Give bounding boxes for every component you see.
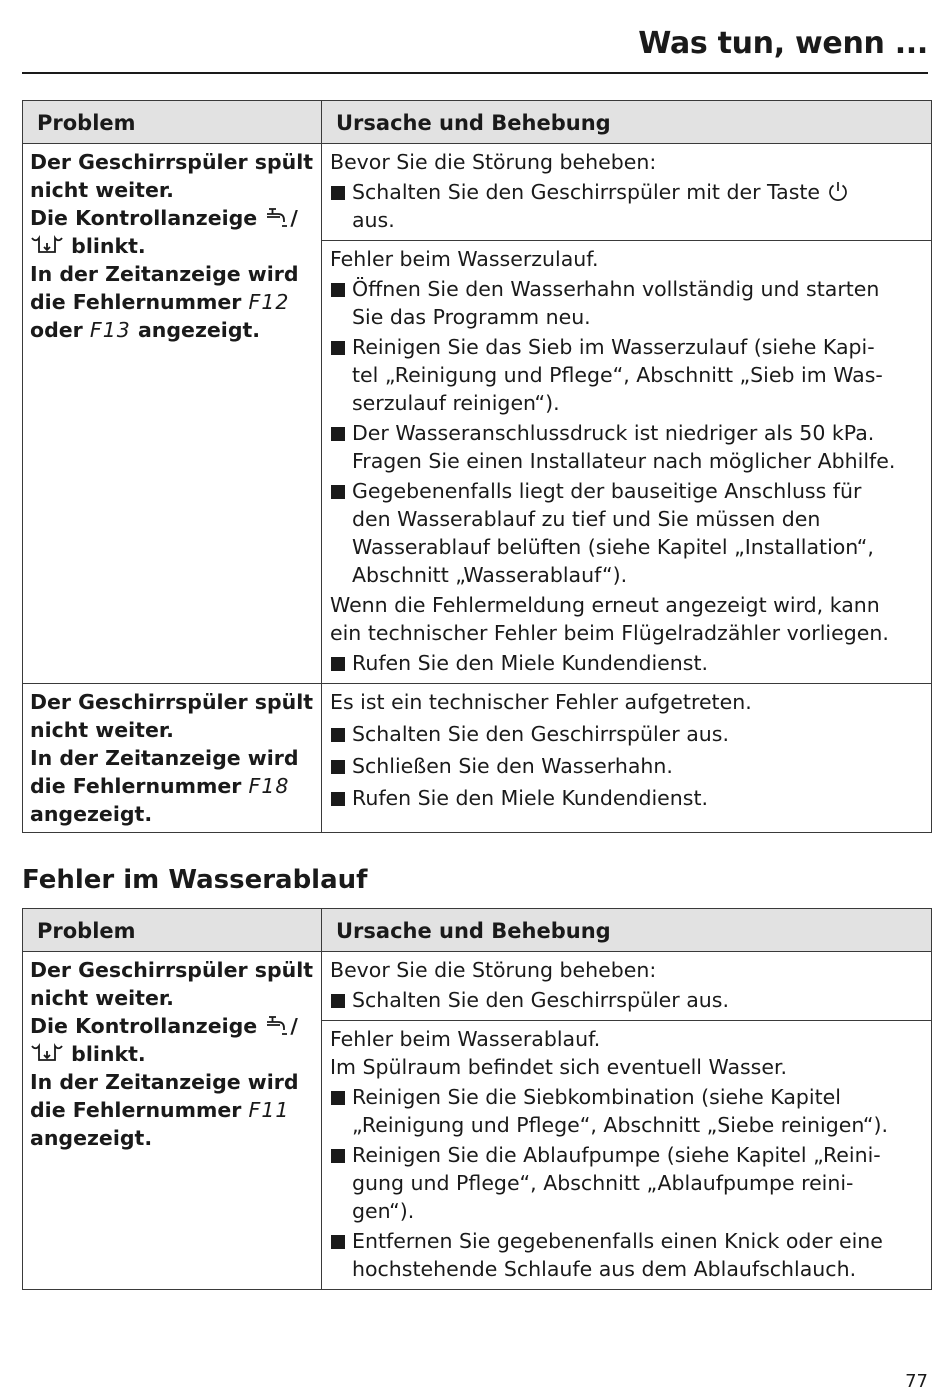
problem-text: die Fehlernummer (30, 1098, 242, 1122)
table-row (23, 684, 932, 833)
problem-cell (23, 952, 322, 1290)
bullet-text (352, 178, 849, 206)
bullet-square-icon (331, 1091, 345, 1105)
bullet-text: Der Wasseranschlussdruck ist niedriger als 50 kPa. (352, 421, 875, 445)
cause-intro: Im Spülraum befindet sich eventuell Wasser. (330, 1055, 788, 1079)
problem-text: In der Zeitanzeige wird (30, 1070, 299, 1094)
list-item (330, 720, 925, 748)
problem-text-blink (30, 232, 315, 260)
problem-text-blink (30, 1040, 315, 1068)
drain-icon (30, 235, 64, 257)
problem-text-code (30, 288, 315, 316)
problem-text: In der Zeitanzeige wird (30, 746, 299, 770)
problem-text-indicator (30, 1012, 315, 1040)
bullet-text: den Wasserablauf zu tief und Sie müssen den (352, 507, 821, 531)
problem-text-code (30, 772, 315, 800)
page-number: 77 (905, 1371, 928, 1392)
bullet-text: Gegebenenfalls liegt der bauseitige Anschluss für (352, 479, 862, 503)
bullet-text: Schalten Sie den Geschirrspüler aus. (352, 988, 729, 1012)
problem-text: Der Geschirrspüler spült (30, 958, 314, 982)
problem-text: Die Kontrollanzeige (30, 1014, 258, 1038)
bullet-text: Entfernen Sie gegebenenfalls einen Knick oder eine (352, 1229, 883, 1253)
problem-text: Der Geschirrspüler spült (30, 690, 314, 714)
cause-cell (322, 952, 932, 1021)
column-header-problem: Problem (23, 101, 322, 144)
problem-text: nicht weiter. (30, 986, 174, 1010)
problem-text: angezeigt. (137, 318, 261, 342)
column-header-cause: Ursache und Behebung (322, 909, 932, 952)
cause-intro: Es ist ein technischer Fehler aufgetreten. (330, 690, 752, 714)
bullet-text: Abschnitt „Wasserablauf“). (352, 563, 628, 587)
table-header-row (23, 909, 932, 952)
bullet-text: hochstehende Schlaufe aus dem Ablaufschlauch. (352, 1257, 857, 1281)
bullet-text: gung und Pflege“, Abschnitt „Ablaufpumpe reini- (352, 1171, 854, 1195)
cause-intro: Bevor Sie die Störung beheben: (330, 958, 657, 982)
bullet-square-icon (331, 341, 345, 355)
water-tap-icon (264, 205, 290, 229)
problem-text: nicht weiter. (30, 718, 174, 742)
bullet-text: Sie das Programm neu. (352, 305, 591, 329)
problem-text: die Fehlernummer (30, 774, 242, 798)
error-code: F11 (248, 1098, 290, 1122)
bullet-square-icon (331, 657, 345, 671)
problem-text-slash: / (290, 1014, 298, 1038)
problem-text: nicht weiter. (30, 178, 174, 202)
bullet-text: serzulauf reinigen“). (352, 391, 560, 415)
list-item (330, 477, 925, 589)
list-item (330, 1227, 925, 1283)
section-title: Fehler im Wasserablauf (22, 865, 368, 895)
cause-intro: Fehler beim Wasserzulauf. (330, 247, 599, 271)
bullet-square-icon (331, 283, 345, 297)
bullet-square-icon (331, 1149, 345, 1163)
bullet-square-icon (331, 186, 345, 200)
water-tap-icon (264, 1013, 290, 1037)
bullet-square-icon (331, 792, 345, 806)
problem-text: In der Zeitanzeige wird (30, 262, 299, 286)
cause-intro: Fehler beim Wasserablauf. (330, 1027, 601, 1051)
list-item (330, 986, 925, 1014)
list-item (330, 333, 925, 417)
bullet-square-icon (331, 1235, 345, 1249)
page-title: Was tun, wenn ... (638, 26, 928, 61)
list-item (330, 275, 925, 331)
bullet-text: „Reinigung und Pflege“, Abschnitt „Siebe reinigen“). (352, 1113, 888, 1137)
bullet-text: Reinigen Sie die Ablaufpumpe (siehe Kapitel „Reini- (352, 1143, 881, 1167)
bullet-text: Rufen Sie den Miele Kundendienst. (352, 786, 709, 810)
bullet-text-part: Schalten Sie den Geschirrspüler mit der Taste (352, 180, 821, 204)
table-row (23, 144, 932, 241)
problem-text: oder (30, 318, 83, 342)
page-header (22, 22, 928, 74)
problem-text-slash: / (290, 206, 298, 230)
problem-cell (23, 144, 322, 684)
table-row (23, 952, 932, 1021)
problem-text: Die Kontrollanzeige (30, 206, 258, 230)
cause-cell (322, 1021, 932, 1290)
bullet-text: Öffnen Sie den Wasserhahn vollständig und starten (352, 277, 880, 301)
bullet-text: tel „Reinigung und Pflege“, Abschnitt „Sieb im Was- (352, 363, 883, 387)
bullet-text: Fragen Sie einen Installateur nach möglicher Abhilfe. (352, 449, 896, 473)
cause-note: Wenn die Fehlermeldung erneut angezeigt wird, kann (330, 593, 880, 617)
drain-icon (30, 1043, 64, 1065)
table-header-row (23, 101, 932, 144)
error-code: F18 (248, 774, 290, 798)
cause-intro: Bevor Sie die Störung beheben: (330, 150, 657, 174)
column-header-problem: Problem (23, 909, 322, 952)
cause-cell (322, 241, 932, 684)
problem-text-code (30, 1096, 315, 1124)
bullet-text: Reinigen Sie die Siebkombination (siehe Kapitel (352, 1085, 841, 1109)
bullet-text: Schließen Sie den Wasserhahn. (352, 754, 673, 778)
list-item (330, 1141, 925, 1225)
problem-text-code (30, 316, 315, 344)
bullet-square-icon (331, 994, 345, 1008)
list-item (330, 419, 925, 475)
power-icon (827, 180, 849, 202)
bullet-text: Rufen Sie den Miele Kundendienst. (352, 651, 709, 675)
bullet-square-icon (331, 760, 345, 774)
cause-note: ein technischer Fehler beim Flügelradzähler vorliegen. (330, 621, 889, 645)
problem-text: blinkt. (71, 234, 146, 258)
problem-text: die Fehlernummer (30, 290, 242, 314)
bullet-square-icon (331, 728, 345, 742)
error-code: F12 (248, 290, 290, 314)
troubleshooting-table-water-supply (22, 100, 932, 833)
bullet-text: gen“). (352, 1199, 415, 1223)
error-code: F13 (89, 318, 131, 342)
problem-text: Der Geschirrspüler spült (30, 150, 314, 174)
list-item (330, 649, 925, 677)
list-item (330, 1083, 925, 1139)
problem-text-indicator (30, 204, 315, 232)
list-item (330, 752, 925, 780)
column-header-cause: Ursache und Behebung (322, 101, 932, 144)
list-item (330, 178, 925, 234)
problem-cell (23, 684, 322, 833)
cause-cell (322, 144, 932, 241)
bullet-text: Schalten Sie den Geschirrspüler aus. (352, 722, 729, 746)
bullet-square-icon (331, 427, 345, 441)
problem-text: angezeigt. (30, 1126, 153, 1150)
bullet-text: Wasserablauf belüften (siehe Kapitel „Installation“, (352, 535, 874, 559)
troubleshooting-table-water-drain (22, 908, 932, 1290)
problem-text: angezeigt. (30, 802, 153, 826)
bullet-text: Reinigen Sie das Sieb im Wasserzulauf (siehe Kapi- (352, 335, 875, 359)
cause-cell (322, 684, 932, 833)
bullet-square-icon (331, 485, 345, 499)
bullet-text: aus. (352, 208, 395, 232)
list-item (330, 784, 925, 812)
problem-text: blinkt. (71, 1042, 146, 1066)
